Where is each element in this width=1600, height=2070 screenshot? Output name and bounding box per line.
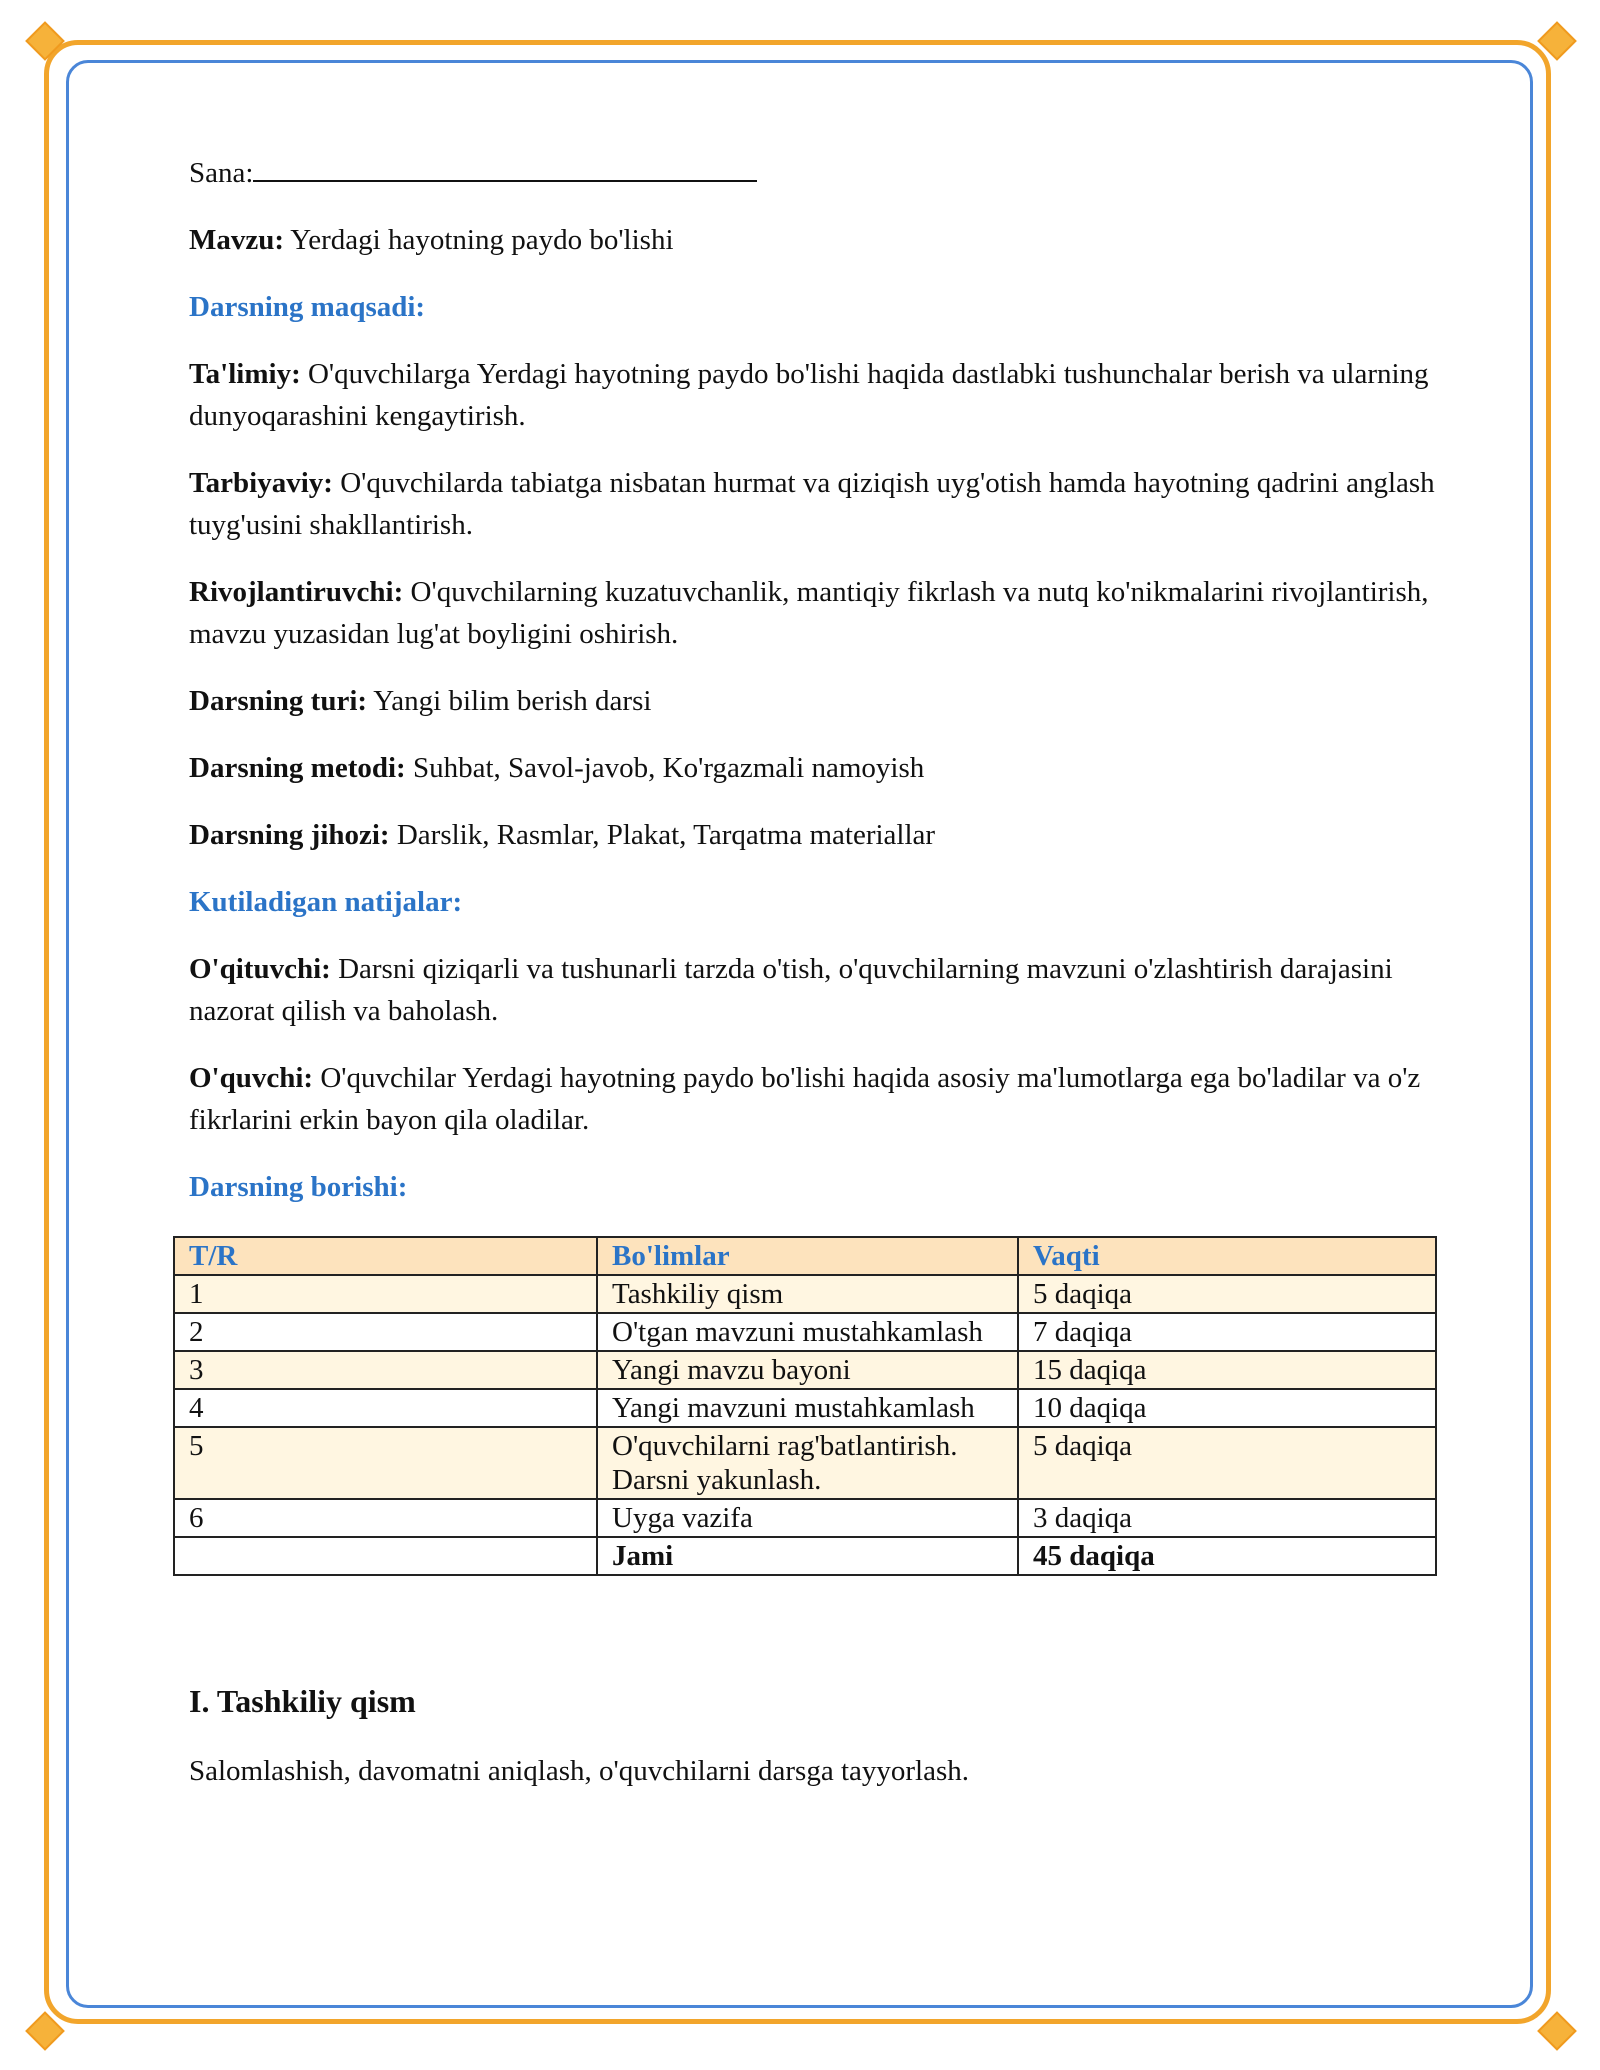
topic-line	[189, 219, 1449, 261]
result-text: Darsni qiziqarli va tushunarli tarzda o'tish, o'quvchilarning mavzuni o'zlashtirish darajasini nazorat qilish va baholash.	[189, 953, 1393, 1027]
table-cell	[174, 1537, 597, 1575]
table-cell: 6	[174, 1499, 597, 1537]
goal-educational	[189, 353, 1449, 437]
info-text: Suhbat, Savol-javob, Ko'rgazmali namoyish	[412, 752, 925, 784]
table-row	[174, 1389, 1436, 1427]
info-label: Darsning turi:	[189, 685, 368, 717]
table-cell: Yangi mavzuni mustahkamlash	[597, 1389, 1018, 1427]
table-cell: O'quvchilarni rag'batlantirish. Darsni yakunlash.	[597, 1427, 1018, 1499]
table-row	[174, 1275, 1436, 1313]
table-cell: Tashkiliy qism	[597, 1275, 1018, 1313]
goal-label: Rivojlantiruvchi:	[189, 576, 404, 608]
table-row	[174, 1351, 1436, 1389]
table-cell: 1	[174, 1275, 597, 1313]
table-cell: 15 daqiqa	[1018, 1351, 1436, 1389]
column-header: Bo'limlar	[597, 1237, 1018, 1275]
corner-diamond-bottom-right	[1537, 2011, 1577, 2051]
table-row	[174, 1313, 1436, 1351]
goal-developmental	[189, 571, 1449, 655]
goal-text: O'quvchilarda tabiatga nisbatan hurmat va qiziqish uyg'otish hamda hayotning qadrini anglash tuyg'usini shakllantirish.	[189, 467, 1435, 541]
section-text: Salomlashish, davomatni aniqlash, o'quvchilarni darsga tayyorlash.	[189, 1755, 970, 1787]
result-text: O'quvchilar Yerdagi hayotning paydo bo'lishi haqida asosiy ma'lumotlarga ega bo'ladilar va o'z fikrlarini erkin bayon qila oladilar.	[189, 1062, 1421, 1136]
table-cell: 5	[174, 1427, 597, 1499]
date-line	[189, 150, 1449, 194]
table-row	[174, 1427, 1436, 1499]
table-cell: 5 daqiqa	[1018, 1427, 1436, 1499]
goal-text: O'quvchilarga Yerdagi hayotning paydo bo'lishi haqida dastlabki tushunchalar berish va ularning dunyoqarashini kengaytirish.	[189, 358, 1429, 432]
table-cell: Yangi mavzu bayoni	[597, 1351, 1018, 1389]
info-text: Yangi bilim berish darsi	[373, 685, 652, 717]
goal-text: O'quvchilarning kuzatuvchanlik, mantiqiy fikrlash va nutq ko'nikmalarini rivojlantirish, mavzu yuzasidan lug'at boyligini oshirish.	[189, 576, 1429, 650]
result-label: O'qituvchi:	[189, 953, 331, 985]
goal-upbringing	[189, 462, 1449, 546]
table-cell: 2	[174, 1313, 597, 1351]
lesson-type	[189, 680, 1449, 722]
section-title: I. Tashkiliy qism	[189, 1683, 416, 1719]
lesson-method	[189, 747, 1449, 789]
result-label: O'quvchi:	[189, 1062, 314, 1094]
lesson-equipment	[189, 814, 1449, 856]
topic-label: Mavzu:	[189, 224, 285, 256]
table-cell: 4	[174, 1389, 597, 1427]
date-blank	[253, 150, 757, 182]
table-cell: O'tgan mavzuni mustahkamlash	[597, 1313, 1018, 1351]
column-header: T/R	[174, 1237, 597, 1275]
table-cell: Uyga vazifa	[597, 1499, 1018, 1537]
info-label: Darsning jihozi:	[189, 819, 390, 851]
lesson-plan-body	[189, 150, 1449, 1233]
goal-label: Tarbiyaviy:	[189, 467, 333, 499]
date-label: Sana:	[189, 157, 254, 189]
table-cell: 5 daqiqa	[1018, 1275, 1436, 1313]
table-row	[174, 1499, 1436, 1537]
table-cell: 10 daqiqa	[1018, 1389, 1436, 1427]
lesson-progress-table	[173, 1236, 1437, 1576]
column-header: Vaqti	[1018, 1237, 1436, 1275]
table-header-row	[174, 1237, 1436, 1275]
goals-heading: Darsning maqsadi:	[189, 291, 426, 323]
result-student	[189, 1057, 1449, 1141]
progress-heading: Darsning borishi:	[189, 1171, 408, 1203]
table-cell: 3 daqiqa	[1018, 1499, 1436, 1537]
table-cell: 3	[174, 1351, 597, 1389]
table-cell: 7 daqiqa	[1018, 1313, 1436, 1351]
total-value: 45 daqiqa	[1018, 1537, 1436, 1575]
result-teacher	[189, 948, 1449, 1032]
info-text: Darslik, Rasmlar, Plakat, Tarqatma materiallar	[396, 819, 936, 851]
total-label: Jami	[597, 1537, 1018, 1575]
results-heading: Kutiladigan natijalar:	[189, 886, 463, 918]
goal-label: Ta'limiy:	[189, 358, 301, 390]
table-total-row	[174, 1537, 1436, 1575]
info-label: Darsning metodi:	[189, 752, 406, 784]
topic-value: Yerdagi hayotning paydo bo'lishi	[290, 224, 674, 256]
